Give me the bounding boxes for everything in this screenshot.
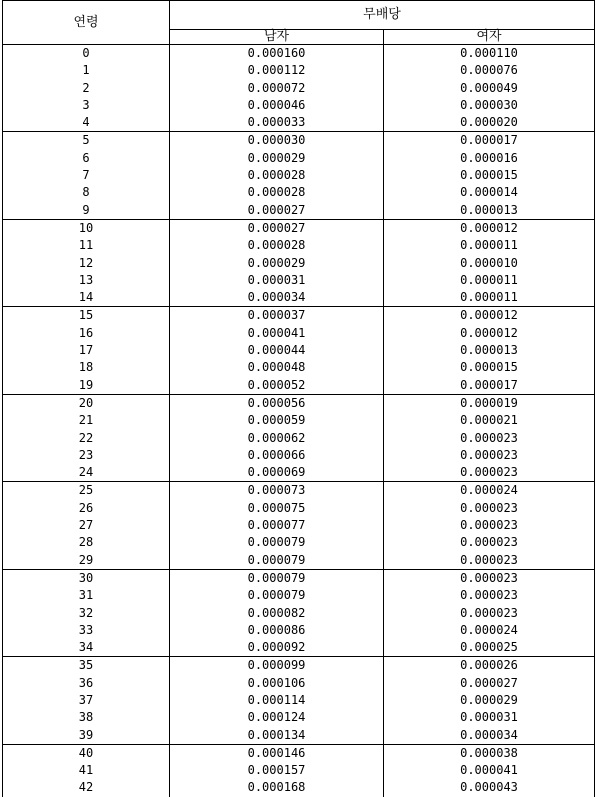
table-row: [3, 342, 595, 359]
age-cell: 33: [3, 622, 170, 639]
table-row: [3, 202, 595, 220]
male-rate-cell: 0.000079: [170, 569, 384, 587]
female-rate-cell: 0.000031: [384, 709, 595, 726]
female-rate-cell: 0.000024: [384, 482, 595, 500]
table-row: [3, 307, 595, 325]
non-dividend-group-header: 무배당: [170, 1, 595, 30]
table-row: [3, 605, 595, 622]
age-column-header: 연령: [3, 1, 170, 45]
male-rate-cell: 0.000041: [170, 325, 384, 342]
male-rate-cell: 0.000086: [170, 622, 384, 639]
age-cell: 30: [3, 569, 170, 587]
male-rate-cell: 0.000059: [170, 412, 384, 429]
age-cell: 34: [3, 639, 170, 657]
female-column-header: 여자: [384, 30, 595, 45]
female-rate-cell: 0.000017: [384, 377, 595, 395]
female-rate-cell: 0.000015: [384, 167, 595, 184]
female-rate-cell: 0.000011: [384, 289, 595, 307]
age-cell: 12: [3, 255, 170, 272]
male-rate-cell: 0.000031: [170, 272, 384, 289]
male-rate-cell: 0.000048: [170, 359, 384, 376]
female-rate-cell: 0.000043: [384, 779, 595, 796]
male-rate-cell: 0.000079: [170, 587, 384, 604]
table-row: [3, 675, 595, 692]
table-row: [3, 219, 595, 237]
male-rate-cell: 0.000027: [170, 219, 384, 237]
male-rate-cell: 0.000079: [170, 552, 384, 570]
table-row: [3, 97, 595, 114]
female-rate-cell: 0.000013: [384, 342, 595, 359]
age-cell: 15: [3, 307, 170, 325]
male-rate-cell: 0.000079: [170, 534, 384, 551]
female-rate-cell: 0.000012: [384, 307, 595, 325]
table-row: [3, 289, 595, 307]
male-rate-cell: 0.000069: [170, 464, 384, 482]
male-rate-cell: 0.000029: [170, 255, 384, 272]
table-row: [3, 587, 595, 604]
male-rate-cell: 0.000072: [170, 80, 384, 97]
table-row: [3, 692, 595, 709]
female-rate-cell: 0.000023: [384, 569, 595, 587]
female-rate-cell: 0.000034: [384, 727, 595, 745]
female-rate-cell: 0.000023: [384, 517, 595, 534]
rate-table: [2, 0, 595, 797]
table-row: [3, 150, 595, 167]
table-row: [3, 727, 595, 745]
table-row: [3, 709, 595, 726]
male-rate-cell: 0.000029: [170, 150, 384, 167]
female-rate-cell: 0.000029: [384, 692, 595, 709]
table-row: [3, 639, 595, 657]
male-rate-cell: 0.000082: [170, 605, 384, 622]
age-cell: 25: [3, 482, 170, 500]
table-row: [3, 132, 595, 150]
male-rate-cell: 0.000099: [170, 657, 384, 675]
female-rate-cell: 0.000049: [384, 80, 595, 97]
male-column-header: 남자: [170, 30, 384, 45]
age-cell: 11: [3, 237, 170, 254]
male-rate-cell: 0.000028: [170, 167, 384, 184]
male-rate-cell: 0.000124: [170, 709, 384, 726]
male-rate-cell: 0.000028: [170, 237, 384, 254]
male-rate-cell: 0.000157: [170, 762, 384, 779]
female-rate-cell: 0.000017: [384, 132, 595, 150]
male-rate-cell: 0.000028: [170, 184, 384, 201]
age-cell: 32: [3, 605, 170, 622]
table-row: [3, 80, 595, 97]
table-row: [3, 184, 595, 201]
age-cell: 16: [3, 325, 170, 342]
age-cell: 35: [3, 657, 170, 675]
age-cell: 18: [3, 359, 170, 376]
table-row: [3, 412, 595, 429]
table-row: [3, 534, 595, 551]
table-row: [3, 272, 595, 289]
female-rate-cell: 0.000020: [384, 114, 595, 132]
table-row: [3, 237, 595, 254]
age-cell: 38: [3, 709, 170, 726]
female-rate-cell: 0.000026: [384, 657, 595, 675]
female-rate-cell: 0.000027: [384, 675, 595, 692]
male-rate-cell: 0.000134: [170, 727, 384, 745]
male-rate-cell: 0.000092: [170, 639, 384, 657]
male-rate-cell: 0.000146: [170, 744, 384, 762]
age-cell: 36: [3, 675, 170, 692]
female-rate-cell: 0.000015: [384, 359, 595, 376]
male-rate-cell: 0.000027: [170, 202, 384, 220]
female-rate-cell: 0.000024: [384, 622, 595, 639]
male-rate-cell: 0.000112: [170, 62, 384, 79]
age-cell: 7: [3, 167, 170, 184]
female-rate-cell: 0.000019: [384, 394, 595, 412]
age-cell: 5: [3, 132, 170, 150]
table-row: [3, 114, 595, 132]
male-rate-cell: 0.000030: [170, 132, 384, 150]
table-row: [3, 517, 595, 534]
female-rate-cell: 0.000012: [384, 219, 595, 237]
age-cell: 20: [3, 394, 170, 412]
age-cell: 22: [3, 430, 170, 447]
male-rate-cell: 0.000033: [170, 114, 384, 132]
female-rate-cell: 0.000030: [384, 97, 595, 114]
age-cell: 2: [3, 80, 170, 97]
table-row: [3, 325, 595, 342]
female-rate-cell: 0.000041: [384, 762, 595, 779]
table-row: [3, 394, 595, 412]
age-cell: 0: [3, 45, 170, 63]
male-rate-cell: 0.000056: [170, 394, 384, 412]
table-row: [3, 377, 595, 395]
age-cell: 40: [3, 744, 170, 762]
age-cell: 4: [3, 114, 170, 132]
age-cell: 31: [3, 587, 170, 604]
age-cell: 37: [3, 692, 170, 709]
female-rate-cell: 0.000023: [384, 587, 595, 604]
male-rate-cell: 0.000044: [170, 342, 384, 359]
age-cell: 6: [3, 150, 170, 167]
age-cell: 14: [3, 289, 170, 307]
table-row: [3, 569, 595, 587]
male-rate-cell: 0.000066: [170, 447, 384, 464]
female-rate-cell: 0.000023: [384, 464, 595, 482]
female-rate-cell: 0.000038: [384, 744, 595, 762]
table-row: [3, 657, 595, 675]
age-cell: 23: [3, 447, 170, 464]
table-row: [3, 779, 595, 796]
table-row: [3, 500, 595, 517]
table-row: [3, 482, 595, 500]
male-rate-cell: 0.000168: [170, 779, 384, 796]
age-cell: 29: [3, 552, 170, 570]
table-row: [3, 744, 595, 762]
female-rate-cell: 0.000014: [384, 184, 595, 201]
female-rate-cell: 0.000076: [384, 62, 595, 79]
age-cell: 3: [3, 97, 170, 114]
age-cell: 39: [3, 727, 170, 745]
male-rate-cell: 0.000114: [170, 692, 384, 709]
male-rate-cell: 0.000075: [170, 500, 384, 517]
table-row: [3, 359, 595, 376]
age-cell: 41: [3, 762, 170, 779]
female-rate-cell: 0.000025: [384, 639, 595, 657]
age-cell: 10: [3, 219, 170, 237]
female-rate-cell: 0.000023: [384, 534, 595, 551]
female-rate-cell: 0.000011: [384, 272, 595, 289]
male-rate-cell: 0.000052: [170, 377, 384, 395]
male-rate-cell: 0.000077: [170, 517, 384, 534]
male-rate-cell: 0.000106: [170, 675, 384, 692]
table-row: [3, 255, 595, 272]
age-cell: 26: [3, 500, 170, 517]
female-rate-cell: 0.000021: [384, 412, 595, 429]
age-cell: 27: [3, 517, 170, 534]
male-rate-cell: 0.000062: [170, 430, 384, 447]
age-cell: 28: [3, 534, 170, 551]
age-cell: 19: [3, 377, 170, 395]
male-rate-cell: 0.000073: [170, 482, 384, 500]
male-rate-cell: 0.000037: [170, 307, 384, 325]
male-rate-cell: 0.000034: [170, 289, 384, 307]
rate-table-body: [3, 45, 595, 797]
table-row: [3, 45, 595, 63]
female-rate-cell: 0.000023: [384, 605, 595, 622]
age-cell: 1: [3, 62, 170, 79]
female-rate-cell: 0.000013: [384, 202, 595, 220]
female-rate-cell: 0.000023: [384, 447, 595, 464]
female-rate-cell: 0.000023: [384, 552, 595, 570]
age-cell: 42: [3, 779, 170, 796]
female-rate-cell: 0.000012: [384, 325, 595, 342]
age-cell: 8: [3, 184, 170, 201]
male-rate-cell: 0.000046: [170, 97, 384, 114]
table-row: [3, 552, 595, 570]
age-cell: 21: [3, 412, 170, 429]
female-rate-cell: 0.000023: [384, 430, 595, 447]
female-rate-cell: 0.000011: [384, 237, 595, 254]
male-rate-cell: 0.000160: [170, 45, 384, 63]
table-row: [3, 447, 595, 464]
age-cell: 24: [3, 464, 170, 482]
table-row: [3, 762, 595, 779]
female-rate-cell: 0.000110: [384, 45, 595, 63]
table-row: [3, 622, 595, 639]
female-rate-cell: 0.000023: [384, 500, 595, 517]
table-row: [3, 62, 595, 79]
table-row: [3, 464, 595, 482]
age-cell: 17: [3, 342, 170, 359]
age-cell: 13: [3, 272, 170, 289]
age-cell: 9: [3, 202, 170, 220]
female-rate-cell: 0.000016: [384, 150, 595, 167]
table-row: [3, 167, 595, 184]
table-row: [3, 430, 595, 447]
female-rate-cell: 0.000010: [384, 255, 595, 272]
